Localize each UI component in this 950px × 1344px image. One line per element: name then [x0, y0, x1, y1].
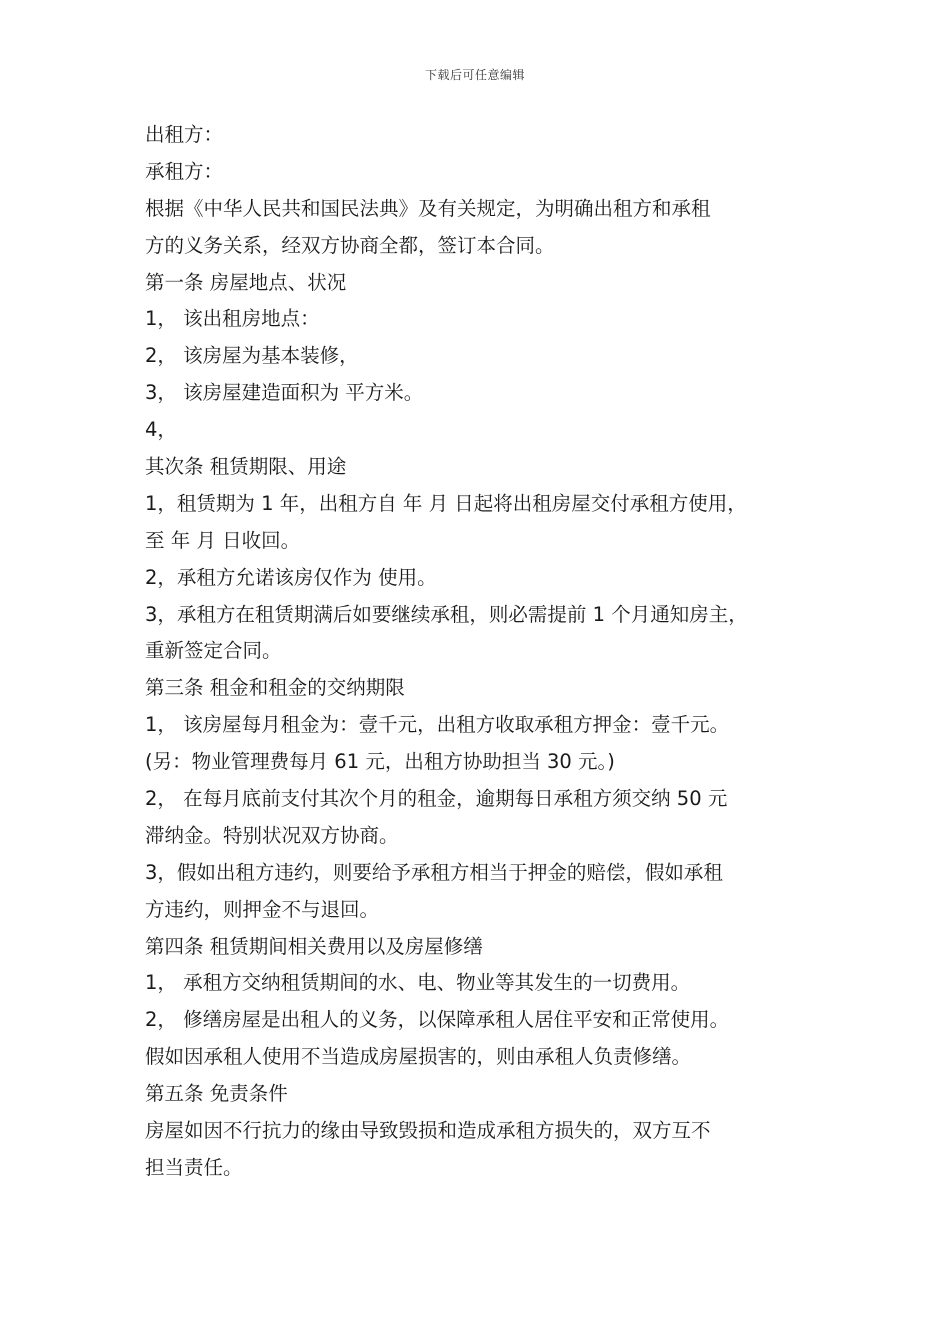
text-line: 1， 承租方交纳租赁期间的水、电、物业等其发生的一切费用。 [145, 971, 691, 995]
text-line: 至 年 月 日收回。 [145, 528, 301, 552]
section-heading: 第四条 租赁期间相关费用以及房屋修缮 [145, 934, 483, 958]
text-line: 担当责任。 [145, 1155, 243, 1179]
text-line: 房屋如因不行抗力的缘由导致毁损和造成承租方损失的，双方互不 [145, 1119, 711, 1143]
section-heading: 第一条 房屋地点、状况 [145, 270, 347, 294]
text-line: 根据《中华人民共和国民法典》及有关规定，为明确出租方和承租 [145, 196, 711, 220]
contract-body [145, 117, 835, 1187]
text-line: 假如因承租人使用不当造成房屋损害的，则由承租人负责修缮。 [145, 1045, 692, 1069]
text-line: 2， 修缮房屋是出租人的义务，以保障承租人居住平安和正常使用。 [145, 1008, 730, 1032]
text-line: 1，租赁期为 1 年，出租方自 年 月 日起将出租房屋交付承租方使用， [145, 491, 747, 515]
text-line: 重新签定合同。 [145, 639, 282, 663]
text-line: 2， 在每月底前支付其次个月的租金，逾期每日承租方须交纳 50 元 [145, 787, 728, 811]
text-line: 3，假如出租方违约，则要给予承租方相当于押金的赔偿，假如承租 [145, 860, 723, 884]
text-line: 3，承租方在租赁期满后如要继续承租，则必需提前 1 个月通知房主， [145, 602, 748, 626]
text-line: 方的义务关系，经双方协商全都，签订本合同。 [145, 233, 555, 257]
text-line: 1， 该出租房地点： [145, 307, 320, 331]
text-line: 滞纳金。特别状况双方协商。 [145, 823, 399, 847]
text-line: 4， [145, 418, 177, 442]
text-line: 承租方： [145, 159, 224, 183]
text-line: 3， 该房屋建造面积为 平方米。 [145, 381, 424, 405]
header-note: 下载后可任意编辑 [424, 68, 525, 82]
text-line: (另：物业管理费每月 61 元，出租方协助担当 30 元。) [145, 750, 615, 774]
text-line: 方违约，则押金不与退回。 [145, 897, 380, 921]
section-heading: 第五条 免责条件 [145, 1082, 288, 1106]
section-heading: 第三条 租金和租金的交纳期限 [145, 676, 405, 700]
section-heading: 其次条 租赁期限、用途 [145, 455, 347, 479]
text-line: 出租方： [145, 123, 224, 146]
text-line: 1， 该房屋每月租金为：壹千元，出租方收取承租方押金：壹千元。 [145, 713, 730, 737]
text-line: 2，承租方允诺该房仅作为 使用。 [145, 565, 437, 589]
text-line: 2， 该房屋为基本装修， [145, 344, 359, 368]
